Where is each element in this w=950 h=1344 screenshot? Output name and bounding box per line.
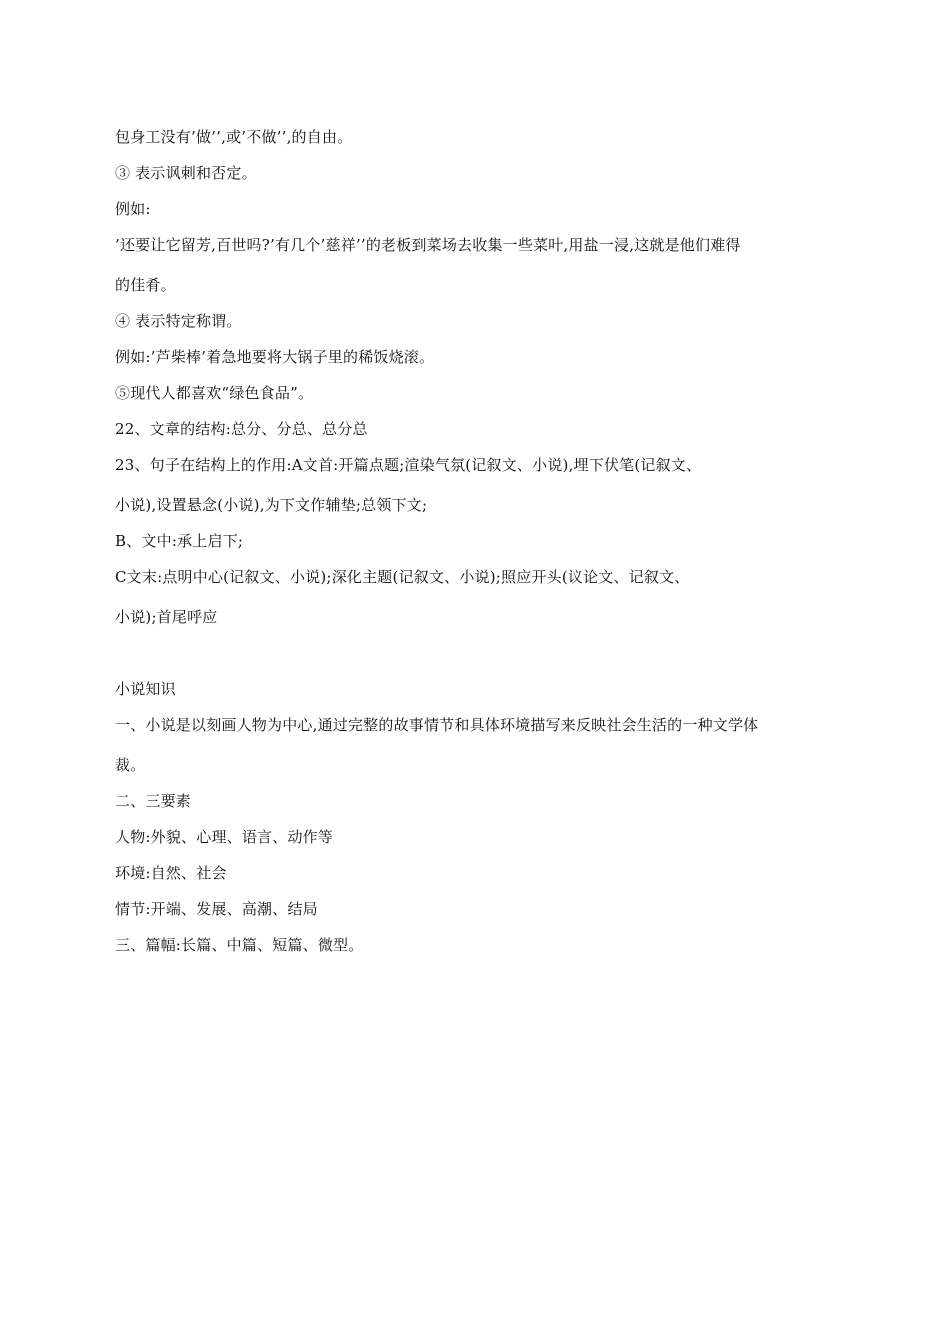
- text-line-shengongfreedom: 包身工没有’做’’,或’不做’’,的自由。: [115, 128, 353, 146]
- text-line-point-5: ⑤现代人都喜欢“绿色食品”。: [115, 384, 314, 402]
- text-line-item-c-cont: 小说);首尾呼应: [115, 608, 218, 626]
- text-line-point-3: ③ 表示讽刺和否定。: [115, 164, 257, 182]
- text-line-example-lucaibang: 例如:’芦柴棒’着急地要将大锅子里的稀饭烧滚。: [115, 348, 435, 366]
- text-line-item-b: B、文中:承上启下;: [115, 532, 244, 550]
- text-line-point-4: ④ 表示特定称谓。: [115, 312, 242, 330]
- text-line-length: 三、篇幅:长篇、中篇、短篇、微型。: [115, 936, 364, 954]
- text-line-example-label: 例如:: [115, 200, 151, 218]
- text-line-environment: 环境:自然、社会: [115, 864, 227, 882]
- text-line-three-elements: 二、三要素: [115, 792, 192, 810]
- text-line-characters: 人物:外貌、心理、语言、动作等: [115, 828, 334, 846]
- text-line-item-23-cont: 小说),设置悬念(小说),为下文作辅垫;总领下文;: [115, 496, 428, 514]
- text-line-item-22: 22、文章的结构:总分、分总、总分总: [115, 420, 368, 438]
- section-heading-novel-knowledge: 小说知识: [115, 680, 176, 698]
- text-line-novel-definition: 一、小说是以刻画人物为中心,通过完整的故事情节和具体环境描写来反映社会生活的一种文学体: [115, 716, 759, 734]
- text-line-item-c: C文末:点明中心(记叙文、小说);深化主题(记叙文、小说);照应开头(议论文、记叙文、: [115, 568, 690, 586]
- text-line-example-quote: ’还要让它留芳,百世吗?’有几个’慈祥’’的老板到菜场去收集一些菜叶,用盐一浸,这就是他们难得: [115, 236, 741, 254]
- text-line-novel-definition-cont: 裁。: [115, 756, 146, 774]
- text-line-plot: 情节:开端、发展、高潮、结局: [115, 900, 318, 918]
- text-line-item-23: 23、句子在结构上的作用:A文首:开篇点题;渲染气氛(记叙文、小说),埋下伏笔(记叙文、: [115, 456, 702, 474]
- text-line-example-quote-cont: 的佳肴。: [115, 276, 176, 294]
